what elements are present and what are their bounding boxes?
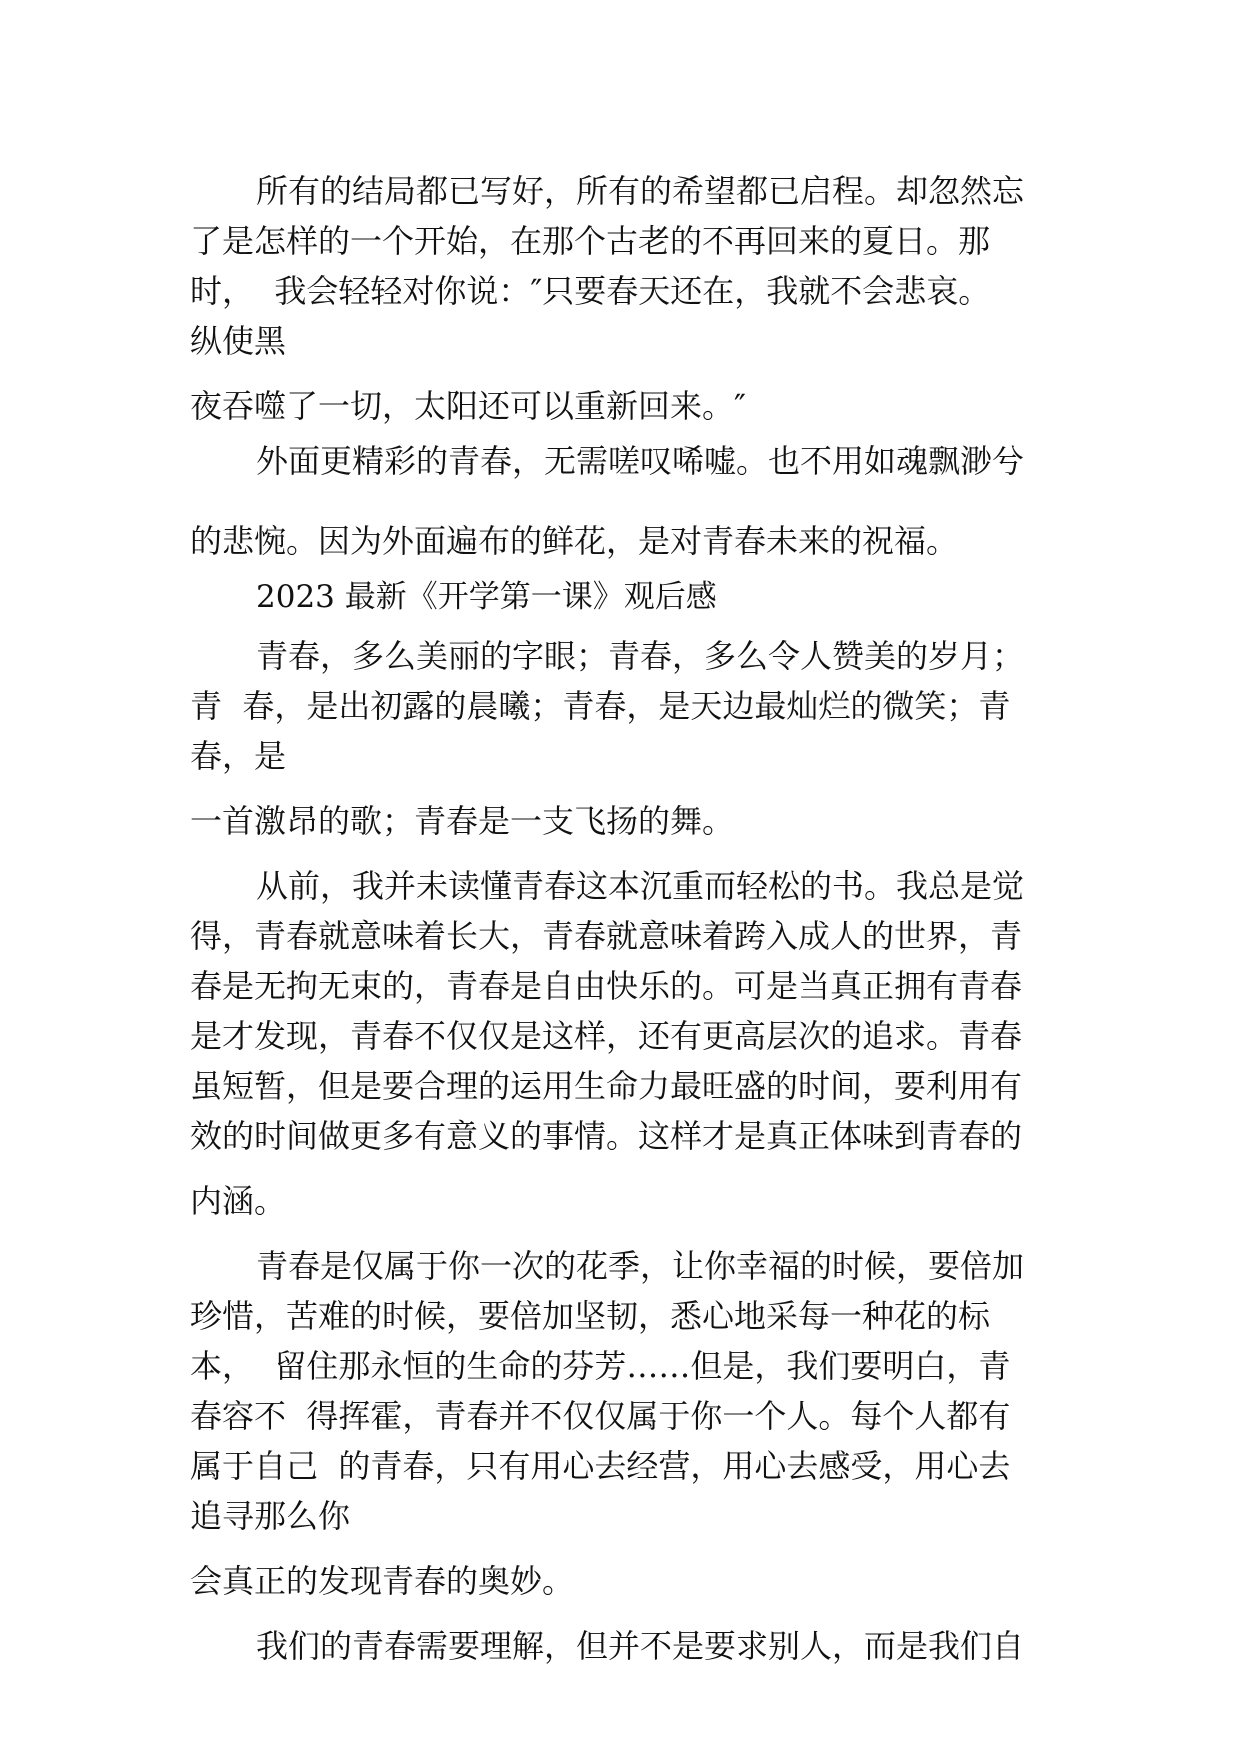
body-line: 属于自己 的青春，只有用心去经营，用心去感受，用心去 [190,1447,1011,1485]
section-title: 2023 最新《开学第一课》观后感 [256,579,717,615]
body-line: 春，是 [190,737,287,775]
body-line: 青春是仅属于你一次的花季，让你幸福的时候，要倍加 [256,1247,1025,1285]
body-line: 春是无拘无束的，青春是自由快乐的。可是当真正拥有青春 [190,967,1023,1005]
body-line: 的悲惋。因为外面遍布的鲜花，是对青春未来的祝福。 [190,522,959,560]
body-line: 一首激昂的歌；青春是一支飞扬的舞。 [190,802,735,840]
body-line: 会真正的发现青春的奥妙。 [190,1562,575,1600]
body-line: 是才发现，青春不仅仅是这样，还有更高层次的追求。青春 [190,1017,1023,1055]
body-line: 春容不 得挥霍，青春并不仅仅属于你一个人。每个人都有 [190,1397,1011,1435]
body-line: 所有的结局都已写好，所有的希望都已启程。却忽然忘 [256,172,1025,210]
body-line: 效的时间做更多有意义的事情。这样才是真正体味到青春的 [190,1117,1023,1155]
body-line: 追寻那么你 [190,1497,351,1535]
body-line: 我们的青春需要理解，但并不是要求别人，而是我们自 [256,1627,1025,1665]
body-line: 外面更精彩的青春，无需嗟叹唏嘘。也不用如魂飘渺兮 [256,442,1025,480]
body-line: 从前，我并未读懂青春这本沉重而轻松的书。我总是觉 [256,867,1025,905]
body-line: 内涵。 [190,1182,287,1220]
body-line: 青春，多么美丽的字眼；青春，多么令人赞美的岁月； [256,637,1025,675]
body-line: 纵使黑 [190,322,287,360]
body-line: 了是怎样的一个开始，在那个古老的不再回来的夏日。那 [190,222,991,260]
body-line: 得，青春就意味着长大，青春就意味着跨入成人的世界，青 [190,917,1023,955]
body-line: 青 春，是出初露的晨曦；青春，是天边最灿烂的微笑；青 [190,687,1011,725]
body-line: 时， 我会轻轻对你说：″只要春天还在，我就不会悲哀。 [190,272,991,310]
body-line: 虽短暂，但是要合理的运用生命力最旺盛的时间，要利用有 [190,1067,1023,1105]
body-line: 珍惜，苦难的时候，要倍加坚韧，悉心地采每一种花的标 [190,1297,991,1335]
body-line: 夜吞噬了一切，太阳还可以重新回来。″ [190,387,746,425]
body-line: 本， 留住那永恒的生命的芬芳……但是，我们要明白，青 [190,1347,1011,1385]
